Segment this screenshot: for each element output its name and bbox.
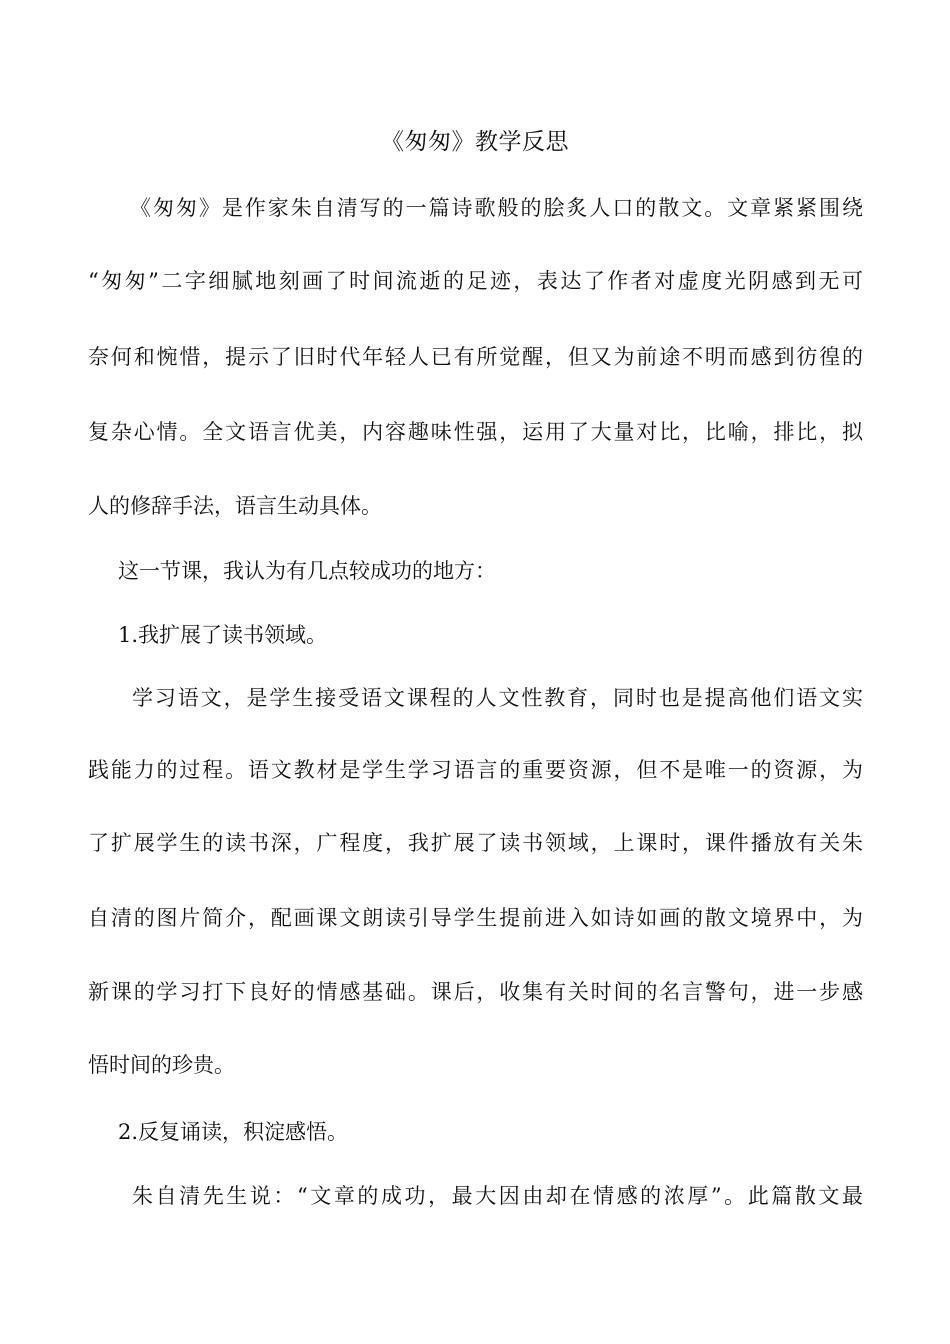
- text-line-3: 奈何和惋惜，提示了旧时代年轻人已有所觉醒，但又为前途不明而感到彷徨的: [88, 345, 863, 369]
- text-line-11: 自清的图片简介，配画课文朗读引导学生提前进入如诗如画的散文境界中，为: [88, 906, 863, 930]
- list-item-1-heading: 1.我扩展了读书领域。: [118, 623, 328, 647]
- list-item-2-heading: 2.反复诵读，积淀感悟。: [118, 1120, 349, 1144]
- text-line-13: 悟时间的珍贵。: [88, 1053, 235, 1077]
- text-line-6: 这一节课，我认为有几点较成功的地方：: [118, 559, 496, 583]
- text-line-2: “匆匆”二字细腻地刻画了时间流逝的足迹，表达了作者对虚度光阴感到无可: [88, 269, 863, 293]
- text-line-4: 复杂心情。全文语言优美，内容趣味性强，运用了大量对比，比喻，排比，拟: [88, 420, 863, 444]
- text-line-8: 学习语文，是学生接受语文课程的人文性教育，同时也是提高他们语文实: [132, 686, 863, 710]
- text-line-9: 践能力的过程。语文教材是学生学习语言的重要资源，但不是唯一的资源，为: [88, 758, 863, 782]
- text-line-5: 人的修辞手法，语言生动具体。: [88, 494, 382, 518]
- text-line-12: 新课的学习打下良好的情感基础。课后，收集有关时间的名言警句，进一步感: [88, 980, 863, 1004]
- document-title: 《匆匆》教学反思: [381, 129, 569, 155]
- text-line-15: 朱自清先生说：“文章的成功，最大因由却在情感的浓厚”。此篇散文最: [132, 1184, 863, 1208]
- text-line-10: 了扩展学生的读书深，广程度，我扩展了读书领域，上课时，课件播放有关朱: [88, 831, 863, 855]
- text-line-1: 《匆匆》是作家朱自清写的一篇诗歌般的脍炙人口的散文。文章紧紧围绕: [130, 196, 863, 220]
